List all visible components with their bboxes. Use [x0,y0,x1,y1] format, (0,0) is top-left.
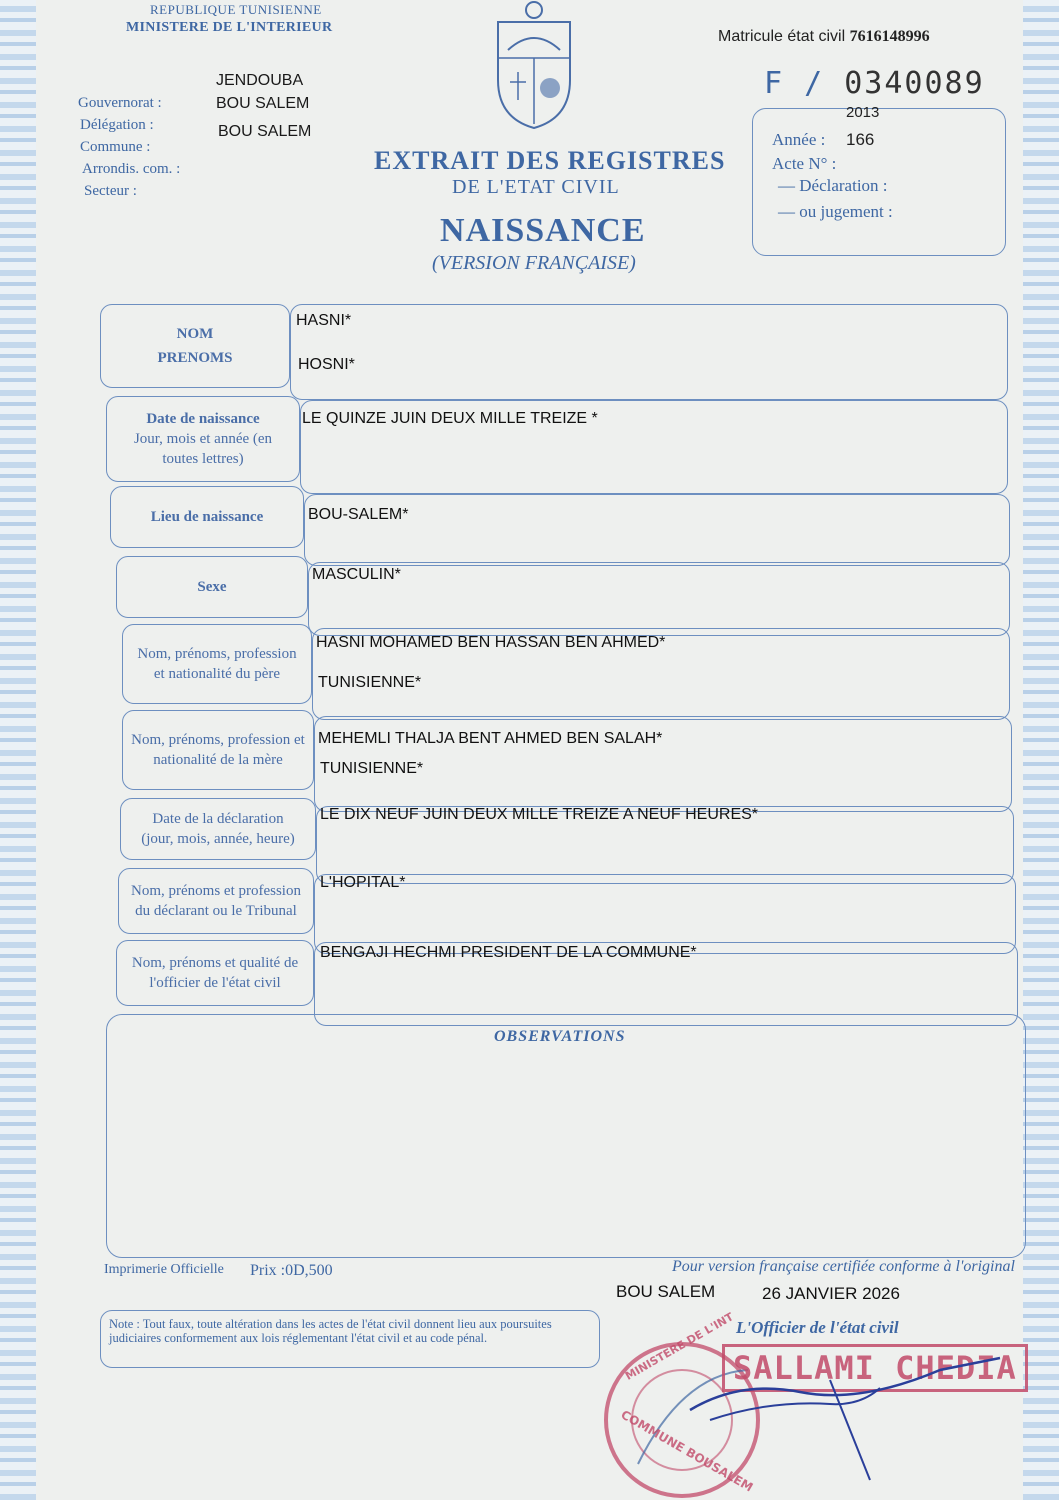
title-version: (VERSION FRANÇAISE) [432,252,636,274]
declarant-value: L'HOPITAL* [320,874,406,891]
decorative-border-left [0,0,36,1500]
lieu-label: Lieu de naissance [110,486,304,548]
title-registres: EXTRAIT DES REGISTRES [374,146,726,175]
observations-title: OBSERVATIONS [494,1028,626,1045]
officier-value: BENGAJI HECHMI PRESIDENT DE LA COMMUNE* [320,944,697,961]
sexe-label: Sexe [116,556,308,618]
date-naissance-label-box [106,396,300,482]
mere-nationalite: TUNISIENNE* [320,760,424,777]
acte-label: Acte N° : [772,154,837,173]
commune-label: Commune : [80,139,151,155]
date-naissance-label: Date de naissance [146,411,260,427]
title-etat-civil: DE L'ETAT CIVIL [452,176,620,198]
gouvernorat-value: JENDOUBA [216,72,304,89]
printer-label: Imprimerie Officielle [104,1262,224,1277]
commune-value: BOU SALEM [218,123,312,140]
serial-number [764,66,985,101]
nom-prenoms-box [290,304,1008,400]
seal-text-bottom: COMMUNE BOUSALEM [618,1407,756,1495]
jugement-label: — ou jugement : [778,202,893,221]
matricule-value: 7616148996 [849,28,930,45]
pere-label: Nom, prénoms, profession et nationalité du père [122,624,312,704]
date-naissance-sub: Jour, mois et année (en toutes lettres) [133,431,273,467]
date-naissance-value: LE QUINZE JUIN DEUX MILLE TREIZE * [302,410,598,427]
decorative-border-right [1023,0,1059,1500]
arrondissement-label: Arrondis. com. : [82,161,181,177]
lieu-box [304,494,1010,566]
lieu-value: BOU-SALEM* [308,506,409,523]
prenoms-label: PRENOMS [157,350,233,366]
officer-name-stamp: SALLAMI CHEDIA [722,1344,1028,1392]
mere-label: Nom, prénoms, profession et nationalité de la mère [122,710,314,790]
declaration-date-value: LE DIX NEUF JUIN DEUX MILLE TREIZE A NEUF HEURES* [320,806,759,823]
title-naissance: NAISSANCE [440,212,646,249]
seal-text-top: MINISTERE DE L'INT [622,1310,736,1383]
nom-value: HASNI* [296,312,352,329]
ministry-label: MINISTERE DE L'INTERIEUR [126,20,333,35]
declaration-date-label: Date de la déclaration (jour, mois, année, heure) [120,798,316,860]
pere-value: HASNI MOHAMED BEN HASSAN BEN AHMED* [316,634,666,651]
officier-label: Nom, prénoms et qualité de l'officier de l'état civil [116,940,314,1006]
mere-value: MEHEMLI THALJA BENT AHMED BEN SALAH* [318,730,663,747]
sexe-box [308,562,1010,636]
declarant-label: Nom, prénoms et profession du déclarant ou le Tribunal [118,868,314,934]
serial-prefix: F / [764,66,825,101]
officer-signature [680,1340,1040,1490]
gouvernorat-label: Gouvernorat : [78,95,162,111]
declaration-label: — Déclaration : [778,176,888,195]
certification-text: Pour version française certifiée conforme à l'original [672,1258,1015,1275]
pere-nationalite: TUNISIENNE* [318,674,422,691]
nom-label: NOM [176,326,214,342]
delegation-label: Délégation : [80,117,154,133]
annee-value: 2013 [846,104,880,121]
price-label: Prix :0D,500 [250,1262,333,1279]
observations-box [106,1014,1026,1258]
matricule [718,28,930,46]
coat-of-arms-icon [488,0,580,132]
legal-note: Note : Tout faux, toute altération dans les actes de l'état civil donnent lieu aux poursuites judiciaires conformement aux lois réglementant l'état civil et au code pénal. [100,1310,600,1368]
prenoms-value: HOSNI* [298,356,355,373]
sexe-value: MASCULIN* [312,566,401,583]
serial-value: 0340089 [844,66,985,101]
matricule-label: Matricule état civil [718,28,846,45]
acte-value: 166 [846,130,875,149]
place-value: BOU SALEM [616,1282,716,1301]
delegation-value: BOU SALEM [216,95,310,112]
secteur-label: Secteur : [84,183,137,199]
officer-title: L'Officier de l'état civil [736,1318,899,1337]
nom-prenoms-label [100,304,290,388]
republic-label: REPUBLIQUE TUNISIENNE [150,2,322,17]
date-value: 26 JANVIER 2026 [762,1284,900,1303]
annee-label: Année : [772,130,826,149]
